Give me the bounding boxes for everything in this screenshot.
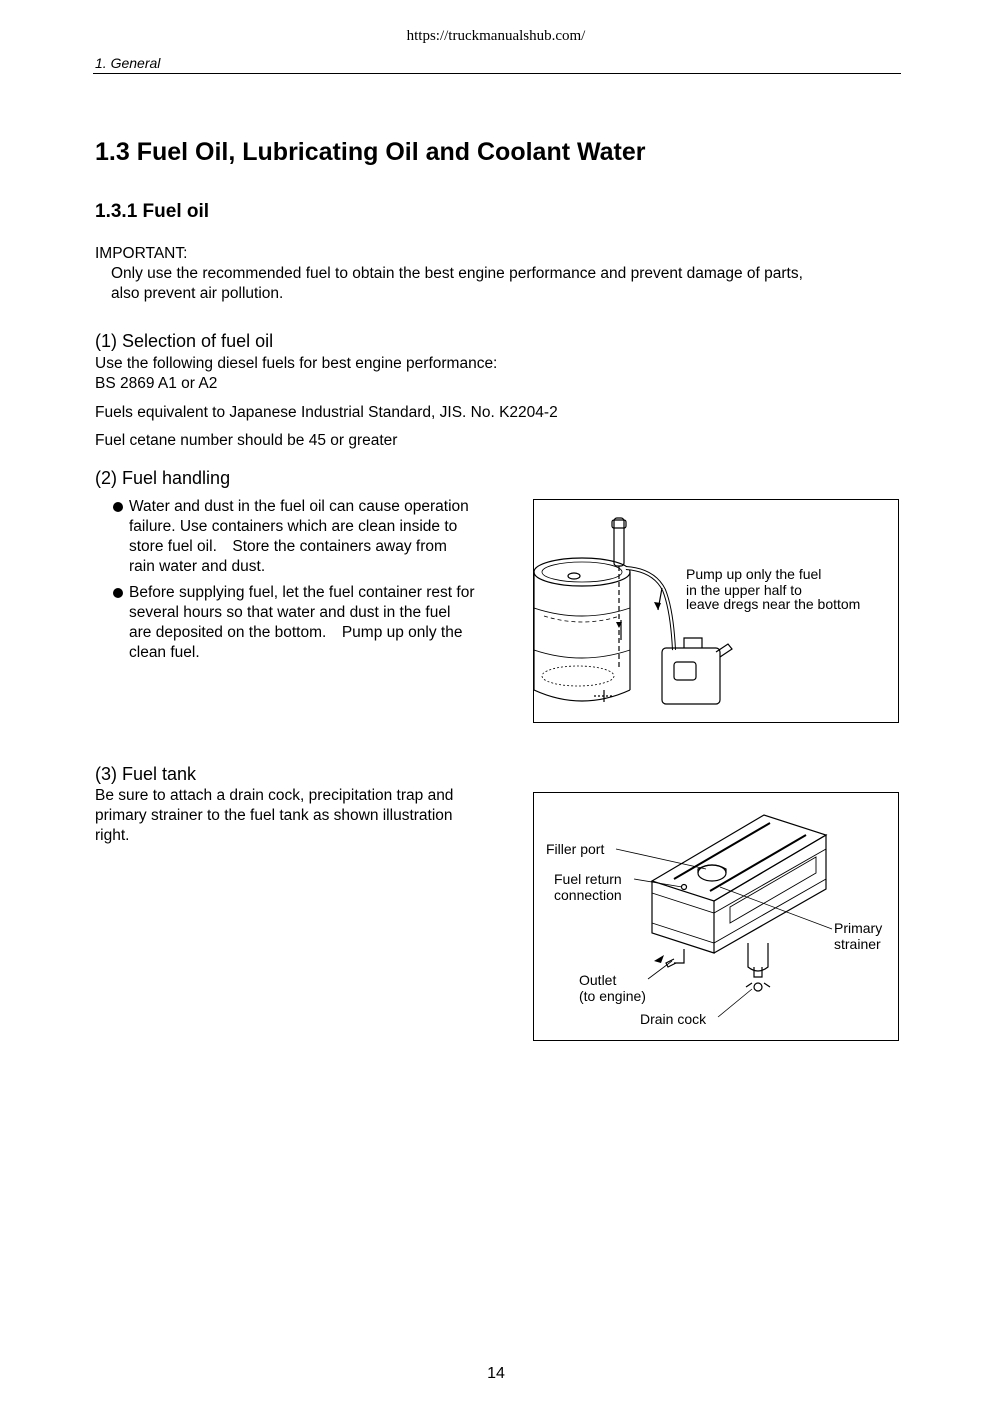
label-fuel-return-line-2: connection [554, 887, 622, 903]
important-label: IMPORTANT: [95, 245, 188, 262]
running-head: 1. General [95, 55, 161, 71]
selection-line-3: Fuels equivalent to Japanese Industrial Standard, JIS. No. K2204-2 [95, 404, 558, 421]
tank-line-3: right. [95, 827, 130, 844]
fuel-pump-illustration [534, 500, 898, 722]
handling-heading: (2) Fuel handling [95, 468, 231, 488]
label-outlet-line-1: Outlet [579, 972, 617, 988]
label-filler-port: Filler port [546, 841, 605, 857]
tank-line-1: Be sure to attach a drain cock, precipitation trap and [95, 787, 454, 804]
source-url: https://truckmanualshub.com/ [406, 28, 586, 44]
fuel-pump-figure [533, 499, 899, 723]
tank-line-2: primary strainer to the fuel tank as shown illustration [95, 807, 453, 824]
label-primary-line-2: strainer [834, 936, 881, 952]
handling-bullet: Water and dust in the fuel oil can cause operation failure. Use containers which are clean inside to store fuel oil. Store the containers away from rain water and dust. [110, 497, 520, 577]
selection-line-1: Use the following diesel fuels for best engine performance: [95, 355, 498, 372]
selection-heading: (1) Selection of fuel oil [95, 331, 274, 351]
subsection-title: 1.3.1 Fuel oil [95, 201, 210, 222]
label-primary-line-1: Primary [834, 920, 883, 936]
selection-line-2: BS 2869 A1 or A2 [95, 375, 218, 392]
fuel-tank-illustration [534, 793, 898, 1040]
tank-top [652, 815, 826, 901]
pump-caption-line-3: leave dregs near the bottom [686, 596, 861, 612]
handling-bullet-list [110, 497, 520, 669]
label-outlet-line-2: (to engine) [579, 988, 646, 1004]
selection-line-4: Fuel cetane number should be 45 or greater [95, 432, 398, 449]
pump-caption-line-1: Pump up only the fuel [686, 566, 822, 582]
section-title: 1.3 Fuel Oil, Lubricating Oil and Coolant Water [95, 138, 646, 166]
header-rule [93, 73, 901, 74]
handling-bullet: Before supplying fuel, let the fuel container rest for several hours so that water and dust in the fuel are deposited on the bottom. Pump up only the clean fuel. [110, 583, 520, 663]
pump-caption-line-2: in the upper half to [686, 582, 802, 598]
tank-heading: (3) Fuel tank [95, 764, 197, 784]
fuel-tank-figure [533, 792, 899, 1041]
label-fuel-return-line-1: Fuel return [554, 871, 622, 887]
important-line-2: also prevent air pollution. [111, 285, 284, 302]
important-line-1: Only use the recommended fuel to obtain the best engine performance and prevent damage of parts, [111, 265, 803, 282]
label-drain-cock: Drain cock [640, 1011, 707, 1027]
page-number: 14 [487, 1365, 505, 1382]
